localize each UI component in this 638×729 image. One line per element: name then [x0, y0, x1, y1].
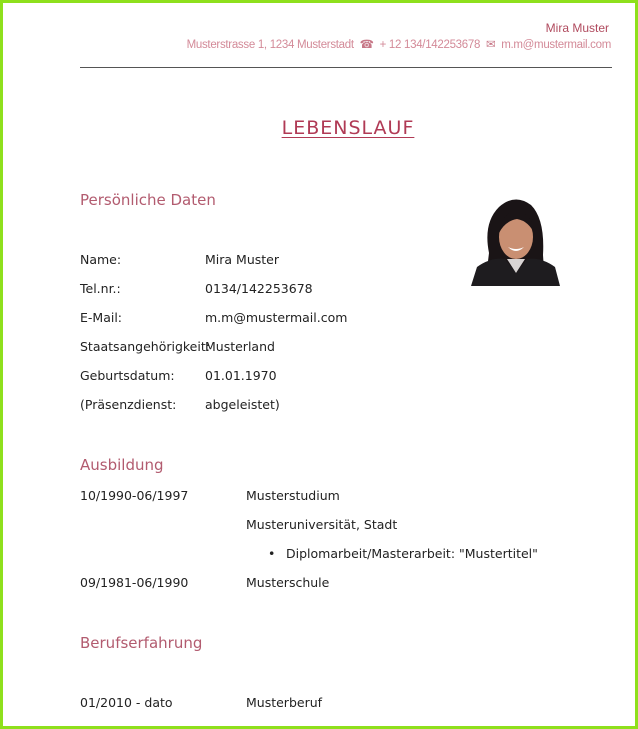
entry-title: Musterschule	[246, 575, 330, 590]
entry-institution: Musteruniversität, Stadt	[246, 517, 398, 532]
header-email[interactable]: m.m@mustermail.com	[501, 39, 611, 51]
cv-page	[3, 3, 635, 726]
entry-period: 01/2010 - dato	[80, 695, 173, 710]
field-value: 0134/142253678	[205, 281, 313, 296]
field-value[interactable]: m.m@mustermail.com	[205, 310, 348, 325]
entry-title: Musterberuf	[246, 695, 323, 710]
field-label: Staatsangehörigkeit:	[80, 339, 210, 354]
header-address: Musterstrasse 1, 1234 Musterstadt	[186, 39, 354, 51]
entry-period: 10/1990-06/1997	[80, 488, 189, 503]
bullet-icon: •	[268, 546, 276, 561]
field-value: 01.01.1970	[205, 368, 277, 383]
portrait-photo	[471, 193, 560, 286]
envelope-icon: ✉	[485, 39, 496, 51]
section-heading-personal: Persönliche Daten	[80, 191, 216, 209]
education-bullet	[268, 546, 538, 561]
phone-icon: ☎	[359, 39, 374, 51]
section-heading-experience: Berufserfahrung	[80, 634, 203, 652]
entry-period: 09/1981-06/1990	[80, 575, 189, 590]
entry-title: Musterstudium	[246, 488, 340, 503]
field-value: Mira Muster	[205, 252, 279, 267]
field-label: E-Mail:	[80, 310, 123, 325]
header-contact	[187, 37, 611, 51]
header-name: Mira Muster	[545, 21, 609, 35]
field-value: abgeleistet)	[205, 397, 280, 412]
section-heading-education: Ausbildung	[80, 456, 164, 474]
field-label: (Präsenzdienst:	[80, 397, 177, 412]
field-label: Tel.nr.:	[80, 281, 121, 296]
bullet-text: Diplomarbeit/Masterarbeit: "Mustertitel"	[286, 546, 538, 561]
page-title: LEBENSLAUF	[281, 117, 415, 139]
header-phone: + 12 134/142253678	[379, 39, 481, 51]
field-label: Name:	[80, 252, 122, 267]
field-value: Musterland	[205, 339, 275, 354]
field-label: Geburtsdatum:	[80, 368, 175, 383]
header-divider	[80, 67, 612, 68]
